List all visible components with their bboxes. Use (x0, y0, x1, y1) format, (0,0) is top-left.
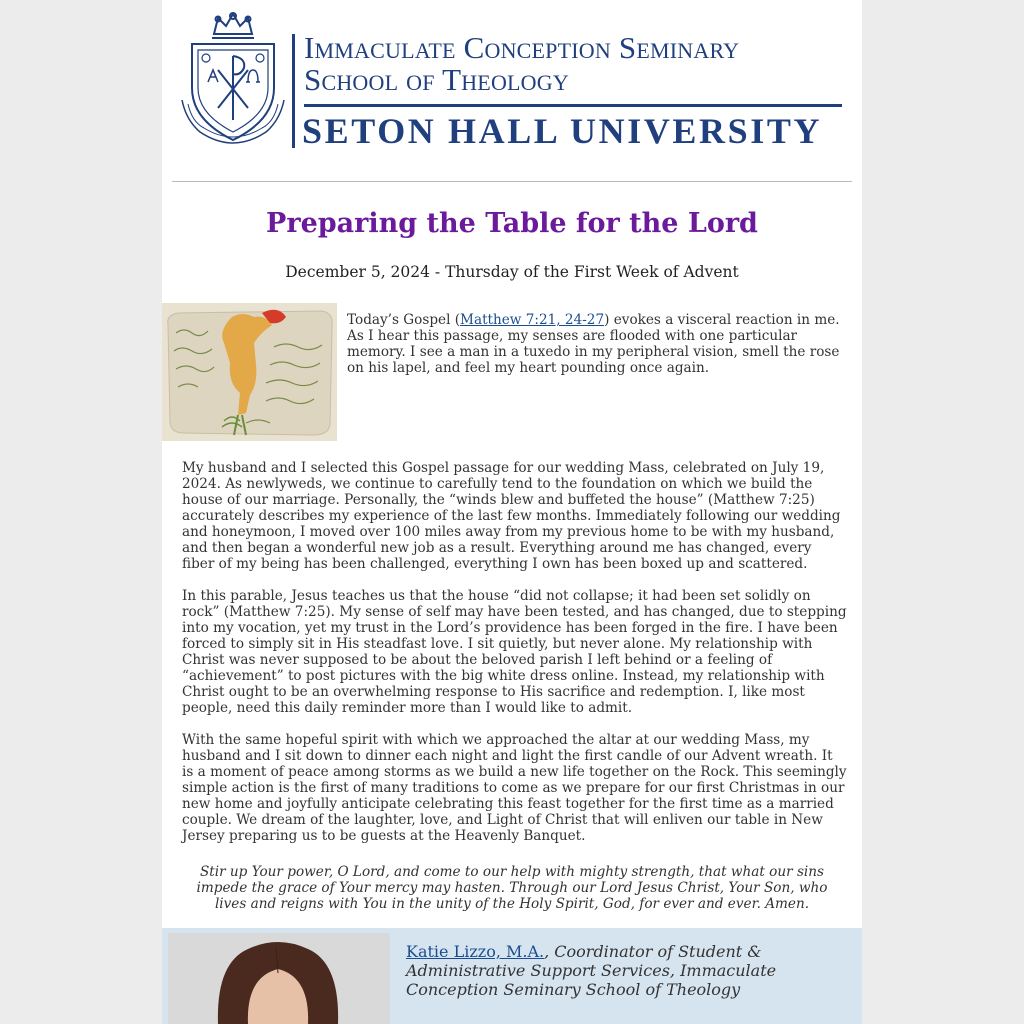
newsletter-page (162, 0, 862, 1024)
intro-text-start: Today’s Gospel ( (347, 312, 461, 328)
header-vertical-rule (292, 34, 295, 148)
author-photo (168, 933, 390, 1024)
jesse-tree-artwork (162, 303, 337, 441)
seminary-name: Immaculate Conception Seminary (304, 30, 740, 65)
university-name: SETON HALL UNIVERSITY (302, 111, 823, 151)
seminary-crest-logo (180, 8, 286, 150)
school-name: School of Theology (304, 62, 569, 97)
gospel-reading-link[interactable]: Matthew 7:21, 24-27 (460, 312, 605, 328)
intro-text-end: ) evokes a visceral reaction in me. As I hear this passage, my senses are flooded with one particular memory. I see a man in a tuxedo in my peripheral vision, smell the rose on his lapel, and feel my heart pounding once again. (347, 312, 840, 376)
header-horizontal-rule (304, 104, 842, 107)
body-paragraph: In this parable, Jesus teaches us that the house “did not collapse; it had been set solidly on rock” (Matthew 7:25). My sense of self may have been tested, and has changed, due to stepping into my vocation, yet my trust in the Lord’s providence has been forged in the fire. I have been forced to simply sit in His steadfast love. I sit quietly, but never alone. My relationship with Christ was never supposed to be about the beloved parish I left behind or a feeling of “achievement” to post pictures with the big white dress online. Instead, my relationship with Christ ought to be an overwhelming response to His sacrifice and redemption. I, like most people, need this daily reminder more than I would like to admit. (182, 588, 847, 716)
author-bio-panel (162, 928, 862, 1024)
author-credit (406, 942, 846, 999)
intro-paragraph (347, 312, 852, 376)
article-title: Preparing the Table for the Lord (266, 208, 758, 239)
header-divider (172, 181, 852, 182)
body-paragraph: With the same hopeful spirit with which we approached the altar at our wedding Mass, my husband and I sit down to dinner each night and light the first candle of our Advent wreath. It is a moment of peace among storms as we build a new life together on the Rock. This seemingly simple action is the first of many traditions to come as we prepare for our first Christmas in our new home and joyfully anticipate celebrating this feast together for the first time as a married couple. We dream of the laughter, love, and Light of Christ that will enliven our table in New Jersey preparing us to be guests at the Heavenly Banquet. (182, 732, 847, 844)
article-date: December 5, 2024 - Thursday of the First Week of Advent (285, 263, 739, 281)
body-paragraph: My husband and I selected this Gospel passage for our wedding Mass, celebrated on July 19, 2024. As newlyweds, we continue to carefully tend to the foundation on which we build the house of our marriage. Personally, the “winds blew and buffeted the house” (Matthew 7:25) accurately describes my experience of the last few months. Immediately following our wedding and honeymoon, I moved over 100 miles away from my previous home to be with my husband, and then began a wonderful new job as a result. Everything around me has changed, every fiber of my being has been challenged, everything I own has been boxed up and scattered. (182, 460, 841, 572)
closing-prayer: Stir up Your power, O Lord, and come to our help with mighty strength, that what our sins impede the grace of Your mercy may hasten. Through our Lord Jesus Christ, Your Son, who lives and reigns with You in the unity of the Holy Spirit, God, for ever and ever. Amen. (196, 864, 828, 912)
seminary-header (180, 8, 844, 153)
author-name-link[interactable]: Katie Lizzo, M.A. (406, 942, 545, 961)
author-role: , Coordinator of Student & Administrative Support Services, Immaculate Conception Seminary School of Theology (406, 942, 777, 999)
